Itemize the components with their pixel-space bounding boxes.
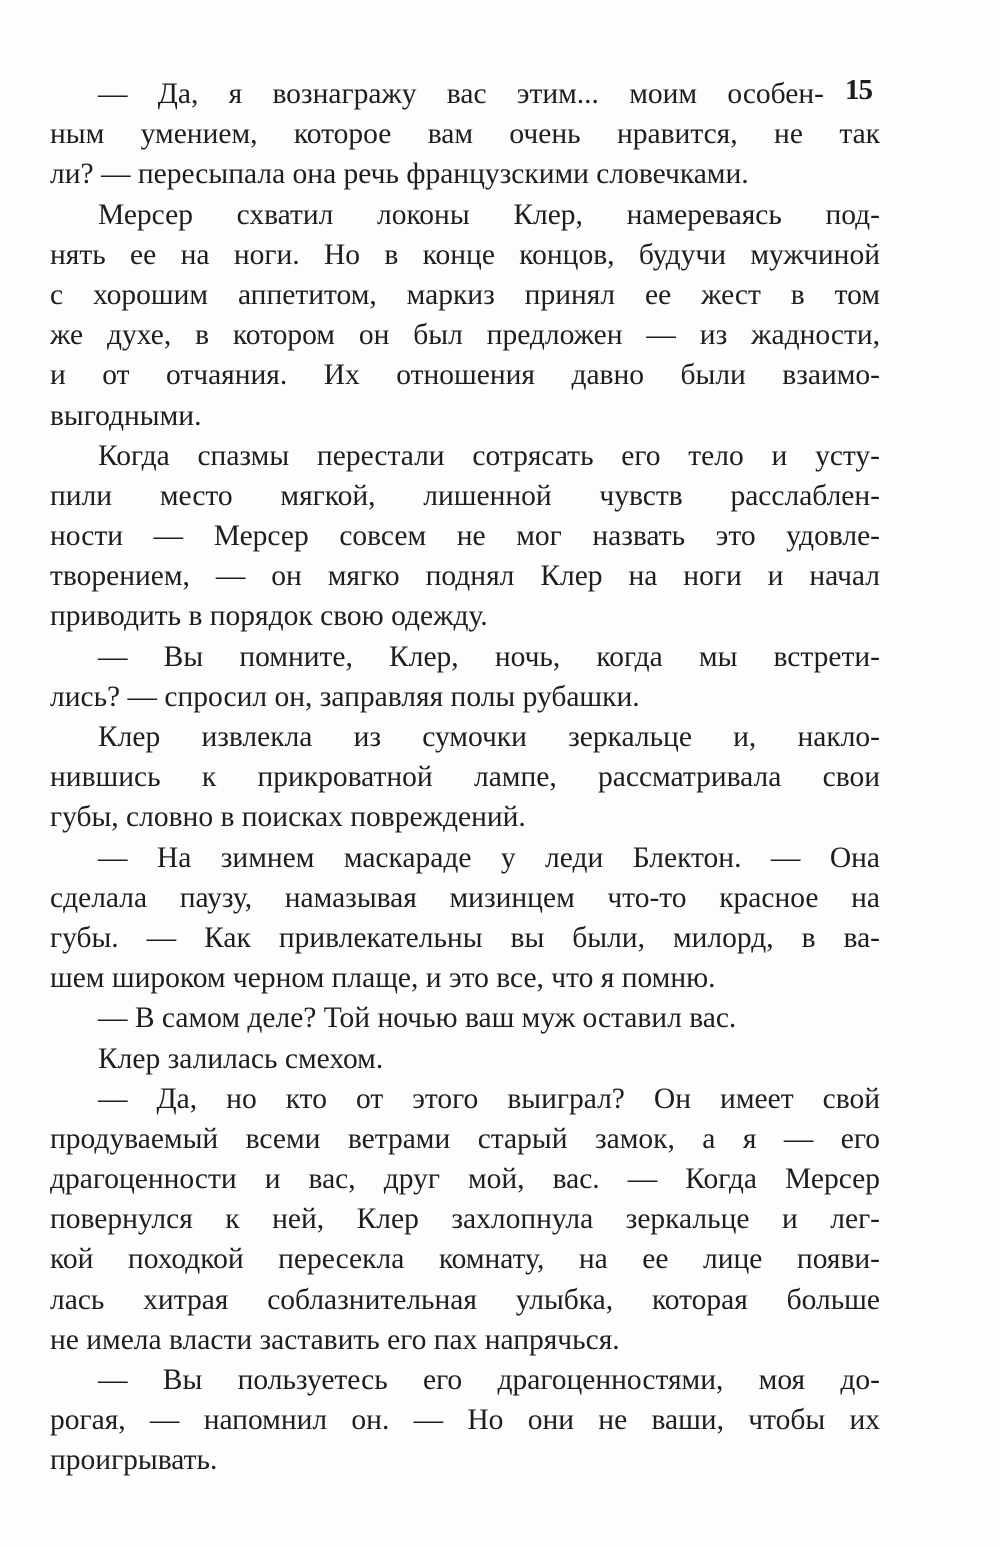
text-line: продуваемый всеми ветрами старый замок, а я — его: [50, 1122, 880, 1155]
text-line: шем широком черном плаще, и это все, что я помню.: [50, 962, 716, 995]
text-line: — Вы пользуетесь его драгоценностями, моя до-: [98, 1364, 880, 1396]
text-line: Клер залилась смехом.: [98, 1042, 384, 1075]
text-line: ным умением, которое вам очень нравится, не так: [50, 118, 880, 151]
text-line: — Да, но кто от этого выиграл? Он имеет свой: [98, 1082, 880, 1115]
body-text: [50, 74, 880, 1481]
text-line: ности — Мерсер совсем не мог назвать это удовле-: [50, 520, 880, 553]
text-line: кой походкой пересекла комнату, на ее лице появи-: [50, 1243, 880, 1276]
text-line: Мерсер схватил локоны Клер, намереваясь под-: [98, 198, 880, 231]
text-line: губы. — Как привлекательны вы были, милорд, в ва-: [50, 921, 880, 954]
text-line: проигрывать.: [50, 1444, 218, 1477]
text-line: же духе, в котором он был предложен — из жадности,: [50, 319, 880, 352]
text-line: Клер извлекла из сумочки зеркальце и, накло-: [98, 721, 880, 753]
text-line: губы, словно в поисках повреждений.: [50, 801, 526, 834]
text-line: творением, — он мягко поднял Клер на ноги и начал: [50, 560, 880, 593]
text-line: нять ее на ноги. Но в конце концов, будучи мужчиной: [50, 238, 880, 271]
text-line: лись? — спросил он, заправляя полы рубашки.: [50, 680, 640, 713]
text-line: — Вы помните, Клер, ночь, когда мы встрети-: [98, 640, 880, 673]
text-line: лась хитрая соблазнительная улыбка, которая больше: [50, 1283, 880, 1316]
text-line: — На зимнем маскараде у леди Блектон. — Она: [98, 841, 880, 874]
text-line: и от отчаяния. Их отношения давно были взаимо-: [50, 359, 880, 392]
text-line: приводить в порядок свою одежду.: [50, 600, 488, 633]
text-line: пили место мягкой, лишенной чувств расслаблен-: [50, 479, 880, 512]
text-line: сделала паузу, намазывая мизинцем что-то красное на: [50, 881, 880, 914]
page-number: 15: [845, 74, 872, 106]
text-line: Когда спазмы перестали сотрясать его тело и усту-: [98, 439, 880, 472]
text-line: с хорошим аппетитом, маркиз принял ее жест в том: [50, 278, 880, 311]
text-line: — В самом деле? Той ночью ваш муж оставил вас.: [98, 1002, 737, 1035]
text-line: драгоценности и вас, друг мой, вас. — Когда Мерсер: [50, 1163, 880, 1196]
text-line: нившись к прикроватной лампе, рассматривала свои: [50, 761, 880, 794]
text-line: повернулся к ней, Клер захлопнула зеркальце и лег-: [50, 1203, 880, 1236]
text-line: ли? — пересыпала она речь французскими словечками.: [50, 158, 749, 191]
text-line: рогая, — напомнил он. — Но они не ваши, чтобы их: [50, 1404, 880, 1437]
text-line: — Да, я вознагражу вас этим... моим особен-: [98, 78, 824, 110]
text-line: не имела власти заставить его пах напрячься.: [50, 1323, 620, 1356]
text-line: выгодными.: [50, 399, 202, 432]
